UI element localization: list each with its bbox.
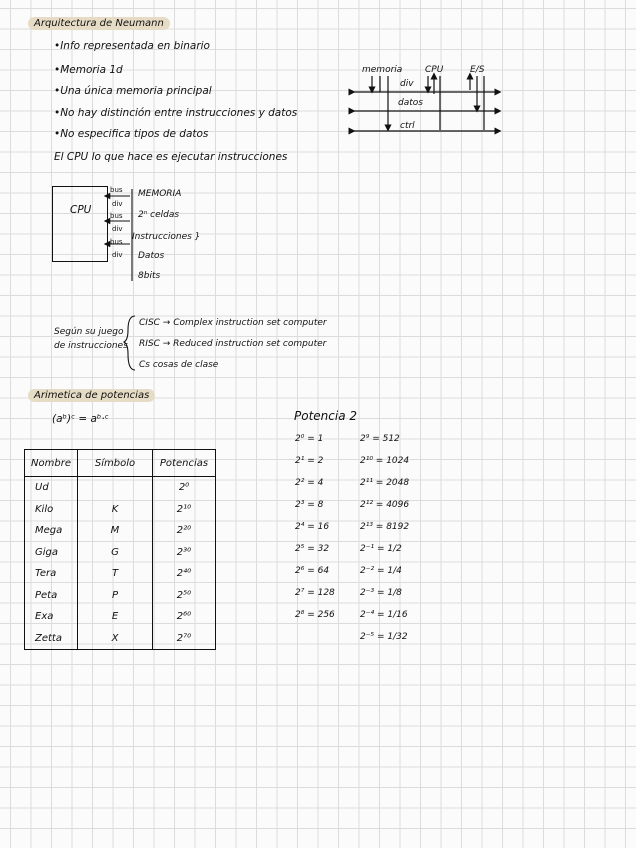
power-item: 2⁷ = 128 (295, 588, 335, 598)
power-item: 2⁻² = 1/4 (360, 566, 402, 576)
cell-symbol: X (78, 628, 153, 650)
power-item: 2¹⁰ = 1024 (360, 456, 410, 466)
cell-symbol (78, 477, 153, 499)
cell-power: 2⁰ (153, 477, 216, 499)
bus-diagram-cpu: CPU (425, 65, 444, 75)
instruction-intro: de instrucciones (54, 341, 128, 351)
table-header: Símbolo (78, 450, 153, 477)
cell-power: 2⁶⁰ (153, 606, 216, 628)
power-item: 2⁸ = 256 (295, 610, 335, 620)
cell-power: 2⁴⁰ (153, 563, 216, 585)
bus-label: div (112, 200, 123, 208)
power-item: 2² = 4 (295, 478, 324, 488)
power-item: 2¹ = 2 (295, 456, 324, 466)
bus-label: bus (110, 186, 123, 194)
section-title-neumann: Arquitectura de Neumann (28, 17, 170, 30)
power-item: 2¹¹ = 2048 (360, 478, 410, 488)
cell-power: 2²⁰ (153, 520, 216, 542)
power-item: 2⁹ = 512 (360, 434, 400, 444)
instruction-intro: Según su juego (54, 327, 124, 337)
power-item: 2⁻³ = 1/8 (360, 588, 402, 598)
cpu-sentence: El CPU lo que hace es ejecutar instrucciones (54, 151, 288, 163)
formula: (aᵇ)ᶜ = aᵇ·ᶜ (52, 413, 109, 425)
power-item: 2⁴ = 16 (295, 522, 330, 532)
cell-symbol: T (78, 563, 153, 585)
bullet-item: •No especifica tipos de datos (54, 128, 209, 140)
cell-symbol: G (78, 542, 153, 564)
memory-line: Instrucciones } (132, 232, 201, 242)
powers-title: Potencia 2 (294, 409, 358, 423)
power-item: 2¹³ = 8192 (360, 522, 410, 532)
bus-label-ctrl: ctrl (400, 121, 415, 131)
instruction-item: RISC → Reduced instruction set computer (139, 339, 327, 349)
section-title-arith: Arimetica de potencias (28, 389, 155, 402)
cell-power: 2¹⁰ (153, 499, 216, 521)
bus-label: div (112, 225, 123, 233)
cell-power: 2⁵⁰ (153, 585, 216, 607)
cell-name: Mega (25, 520, 78, 542)
table-row (25, 499, 216, 521)
table-row (25, 520, 216, 542)
cell-power: 2⁷⁰ (153, 628, 216, 650)
cell-symbol: E (78, 606, 153, 628)
power-item: 2⁻⁵ = 1/32 (360, 632, 408, 642)
cell-power: 2³⁰ (153, 542, 216, 564)
cell-symbol: K (78, 499, 153, 521)
bus-label: div (112, 251, 123, 259)
prefix-table (24, 449, 216, 650)
power-item: 2⁻⁴ = 1/16 (360, 610, 408, 620)
table-header: Nombre (25, 450, 78, 477)
table-row (25, 563, 216, 585)
bus-label: bus (110, 238, 123, 246)
bullet-item: •Una única memoria principal (54, 85, 212, 97)
cpu-box (52, 186, 108, 262)
cell-symbol: P (78, 585, 153, 607)
table-row (25, 542, 216, 564)
table-row (25, 585, 216, 607)
table-row (25, 628, 216, 650)
power-item: 2⁵ = 32 (295, 544, 330, 554)
power-item: 2⁻¹ = 1/2 (360, 544, 402, 554)
table-row (25, 477, 216, 499)
bullet-item: •Info representada en binario (54, 40, 210, 52)
table-row (25, 606, 216, 628)
bus-label-datos: datos (398, 98, 423, 108)
bus-diagram-es: E/S (470, 65, 485, 75)
power-item: 2¹² = 4096 (360, 500, 410, 510)
cell-name: Giga (25, 542, 78, 564)
memory-line: MEMORIA (138, 189, 182, 199)
bullet-item: •No hay distinción entre instrucciones y datos (54, 107, 298, 119)
power-item: 2⁶ = 64 (295, 566, 330, 576)
cell-name: Zetta (25, 628, 78, 650)
table-header: Potencias (153, 450, 216, 477)
cpu-label: CPU (70, 204, 92, 216)
power-item: 2³ = 8 (295, 500, 324, 510)
memory-line: 2ⁿ celdas (138, 210, 180, 220)
cell-symbol: M (78, 520, 153, 542)
cell-name: Peta (25, 585, 78, 607)
instruction-item: Cs cosas de clase (139, 360, 219, 370)
bus-label-div: div (400, 79, 414, 89)
power-item: 2⁰ = 1 (295, 434, 324, 444)
cell-name: Kilo (25, 499, 78, 521)
instruction-item: CISC → Complex instruction set computer (139, 318, 327, 328)
memory-line: 8bits (138, 271, 161, 281)
bullet-item: •Memoria 1d (54, 64, 123, 76)
bus-label: bus (110, 212, 123, 220)
bus-diagram-memoria: memoria (362, 65, 403, 75)
cell-name: Ud (25, 477, 78, 499)
cell-name: Tera (25, 563, 78, 585)
cell-name: Exa (25, 606, 78, 628)
memory-line: Datos (138, 251, 165, 261)
